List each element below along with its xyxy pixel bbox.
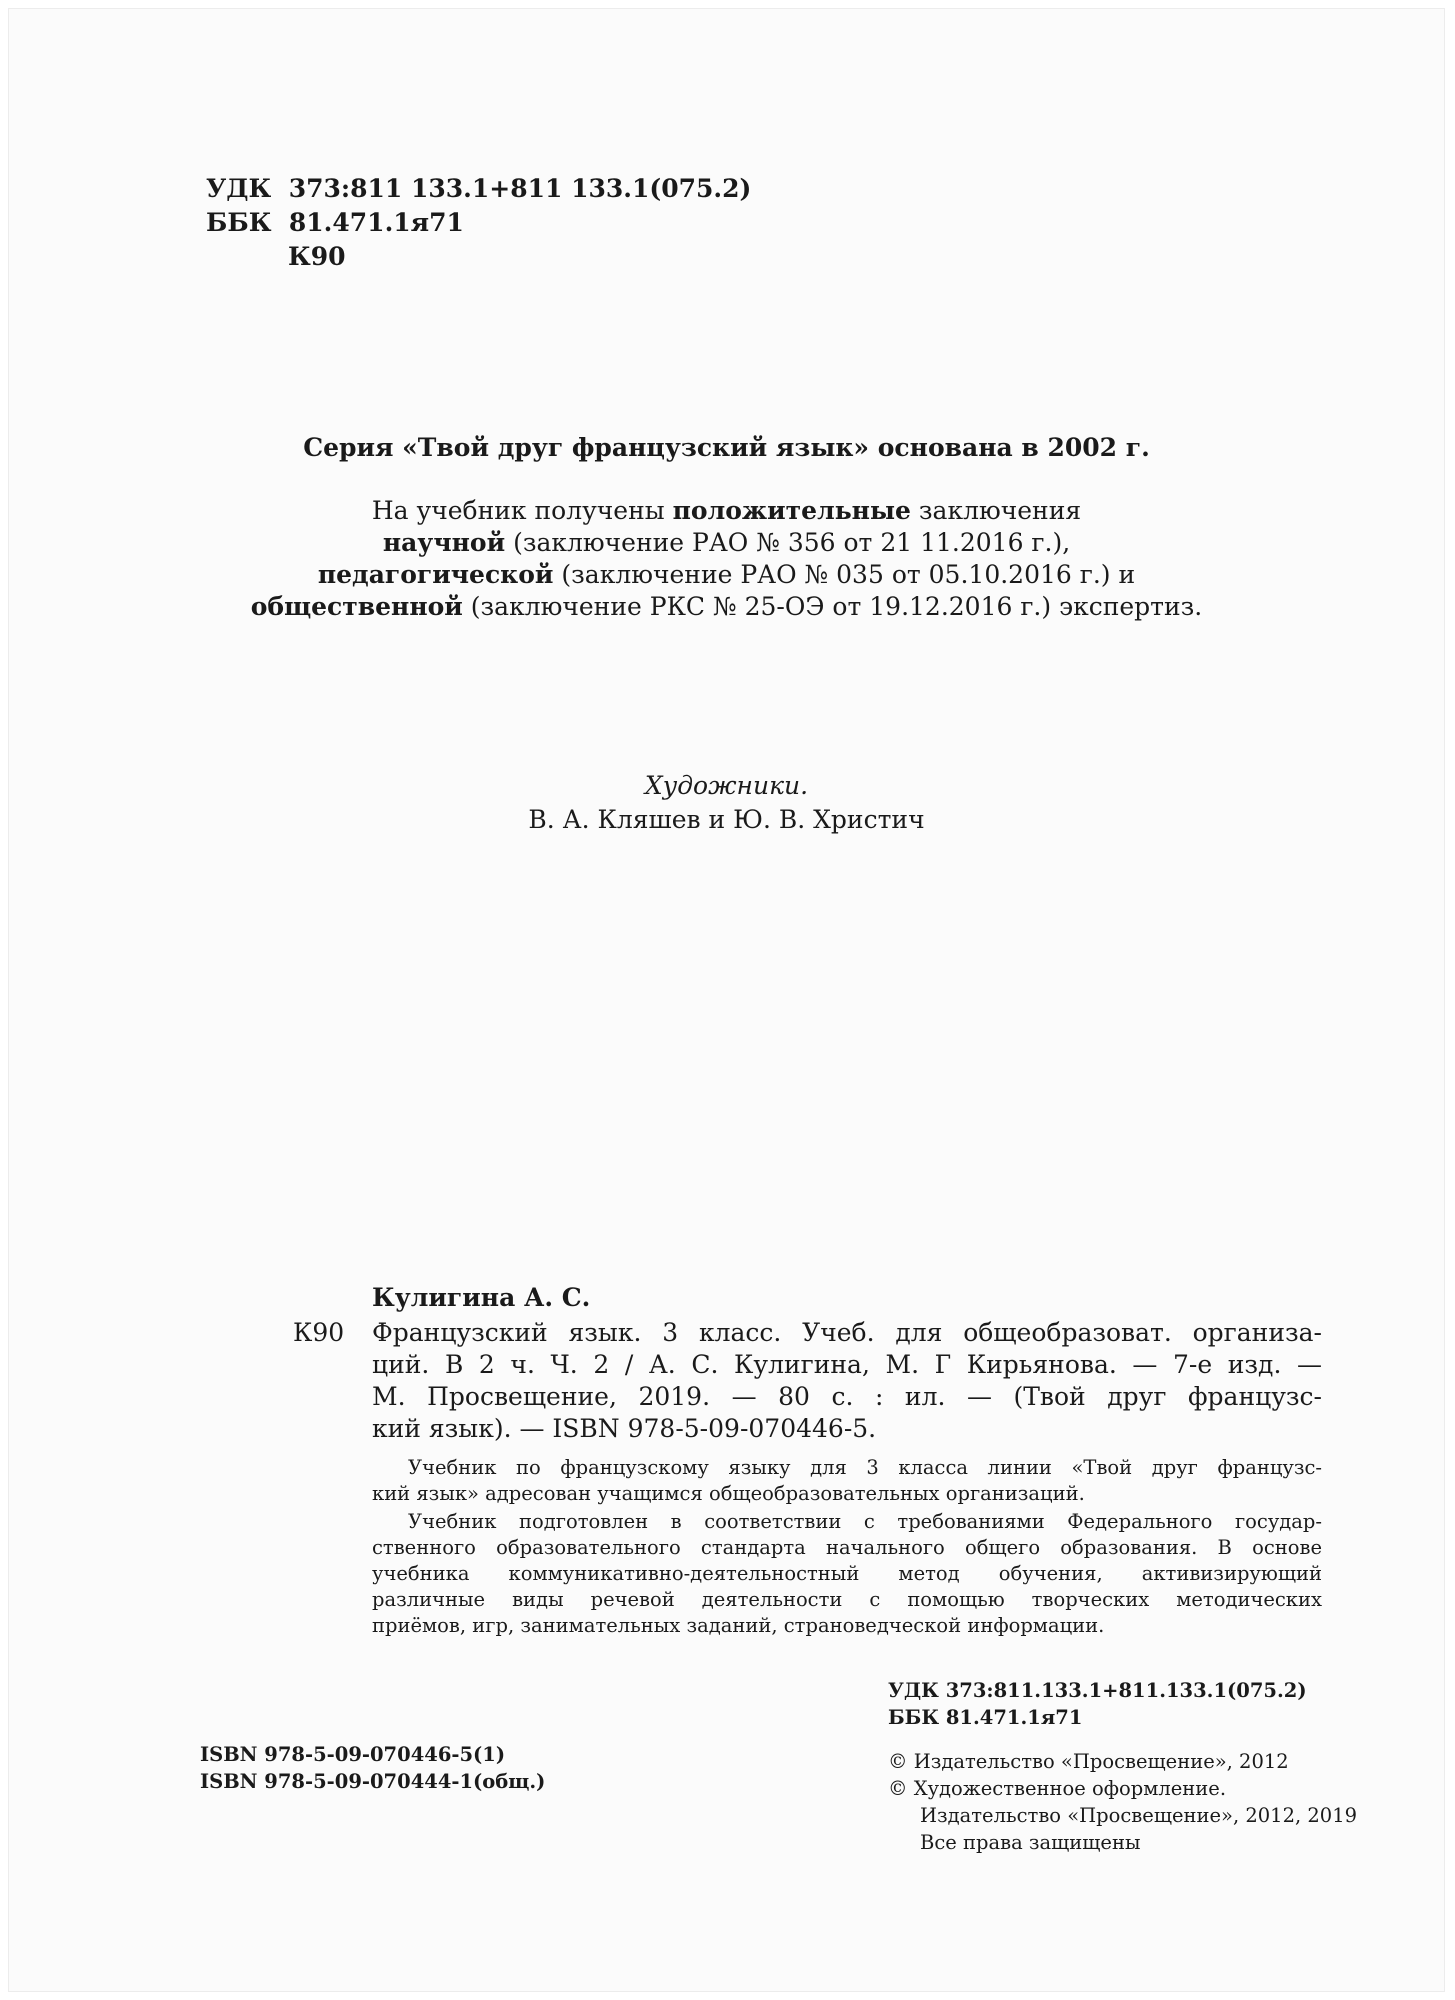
artists-names: В. А. Кляшев и Ю. В. Христич — [528, 805, 925, 834]
series-line: Серия «Твой друг французский язык» основана в 2002 г. — [303, 433, 1150, 462]
footer-udk: УДК 373:811.133.1+811.133.1(075.2) — [888, 1679, 1307, 1702]
page — [8, 8, 1445, 1992]
approval-line-1: На учебник получены положительные заключения — [371, 496, 1082, 525]
footer-bbk: ББК 81.471.1я71 — [888, 1706, 1083, 1729]
bbk-label: ББК — [206, 208, 272, 237]
rights-reserved: Все права защищены — [920, 1831, 1141, 1854]
catalog-line: ций. В 2 ч. Ч. 2 / А. С. Кулигина, М. Г Кирьянова. — 7-е изд. — — [372, 1350, 1322, 1379]
approval-line-2: научной (заключение РАО № 356 от 21 11.2016 г.), — [382, 528, 1071, 557]
isbn-part: ISBN 978-5-09-070446-5(1) — [200, 1743, 506, 1766]
copyright-design-publisher: Издательство «Просвещение», 2012, 2019 — [920, 1804, 1358, 1827]
copyright-publisher: © Издательство «Просвещение», 2012 — [888, 1750, 1289, 1773]
udk-label: УДК — [206, 174, 272, 203]
bbk-line — [206, 207, 464, 239]
bbk-value: 81.471.1я71 — [288, 208, 464, 237]
catalog-line: М. Просвещение, 2019. — 80 с. : ил. — (Твой друг французс- — [372, 1382, 1322, 1411]
approval-line-3: педагогической (заключение РАО № 035 от 05.10.2016 г.) и — [317, 560, 1136, 589]
author-mark-top: К90 — [288, 242, 346, 271]
isbn-set: ISBN 978-5-09-070444-1(общ.) — [200, 1770, 546, 1793]
artists-label: Художники. — [644, 771, 809, 800]
copyright-design: © Художественное оформление. — [888, 1777, 1227, 1800]
catalog-author: Кулигина А. С. — [372, 1283, 591, 1312]
catalog-line: кий язык). — ISBN 978-5-09-070446-5. — [372, 1414, 877, 1443]
catalog-line: Французский язык. 3 класс. Учеб. для общеобразоват. организа- — [372, 1318, 1322, 1347]
annotation-paragraph-2: Учебник подготовлен в соответствии с требованиями Федерального государ- ственного образовательного стандарта начального общего образования. В основе учебника коммуникативно-деятельностный метод обучения, активизирующий различные виды речевой деятельности с помощью творческих методических приёмов, игр, занимательных заданий, страноведческой информации. — [372, 1510, 1322, 1637]
catalog-entry — [372, 1317, 1322, 1445]
udk-line — [206, 173, 751, 205]
udk-value: 373:811 133.1+811 133.1(075.2) — [288, 174, 752, 203]
catalog-mark: К90 — [293, 1318, 345, 1347]
approval-line-4: общественной (заключение РКС № 25-ОЭ от 19.12.2016 г.) экспертиз. — [250, 592, 1203, 621]
annotation-paragraph-1: Учебник по французскому языку для 3 класса линии «Твой друг французс- кий язык» адресован учащимся общеобразовательных организаций. — [372, 1456, 1322, 1505]
